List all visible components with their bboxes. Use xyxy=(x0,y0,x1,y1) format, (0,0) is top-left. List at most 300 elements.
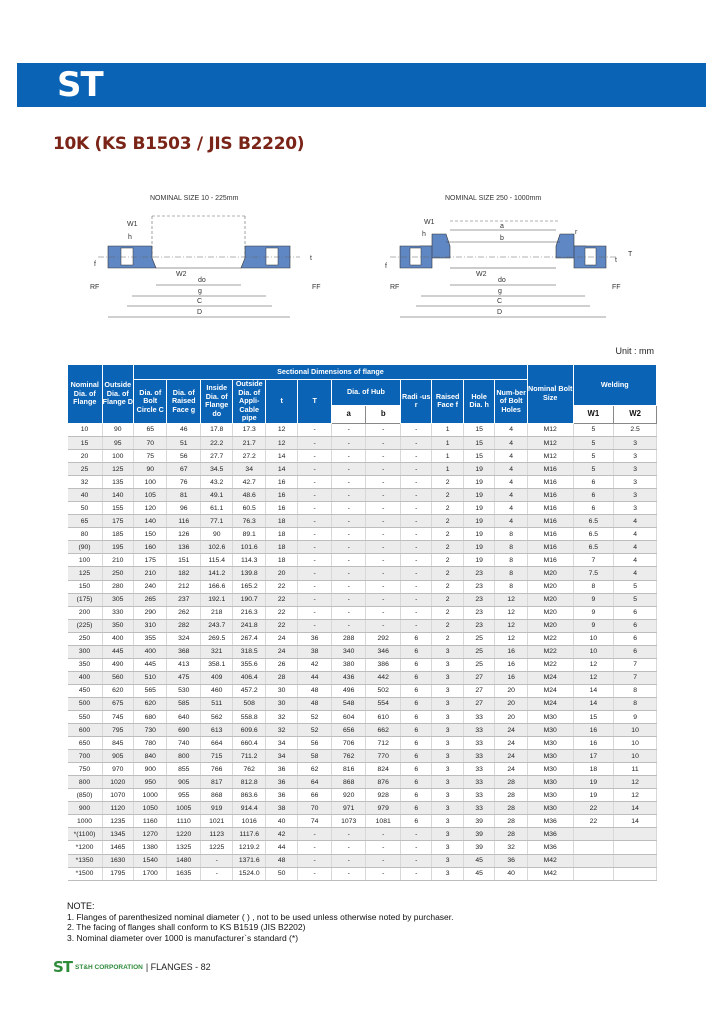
table-cell: 1123 xyxy=(200,828,232,841)
table-cell: 38 xyxy=(298,645,332,658)
table-cell: - xyxy=(331,541,366,554)
table-cell: - xyxy=(400,450,431,463)
table-cell: 76 xyxy=(167,476,201,489)
table-cell: 34 xyxy=(265,737,297,750)
table-cell: 28 xyxy=(495,776,528,789)
table-cell: 2 xyxy=(432,476,463,489)
table-cell: 40 xyxy=(265,815,297,828)
footer-page: | FLANGES - 82 xyxy=(145,962,211,972)
table-cell: - xyxy=(331,854,366,867)
table-cell: 795 xyxy=(102,724,133,737)
table-cell: 1021 xyxy=(200,815,232,828)
notes-title: NOTE: xyxy=(67,901,95,911)
table-cell: 19 xyxy=(463,528,494,541)
table-cell: M30 xyxy=(527,763,573,776)
table-cell: 18 xyxy=(265,541,297,554)
table-cell: - xyxy=(366,580,401,593)
table-cell: 90 xyxy=(200,528,232,541)
table-cell: 10 xyxy=(573,632,614,645)
table-cell: - xyxy=(366,828,401,841)
table-cell: M16 xyxy=(527,489,573,502)
table-cell: 1050 xyxy=(133,802,167,815)
header-T: T xyxy=(298,380,332,424)
table-cell: - xyxy=(366,619,401,632)
table-cell: 318.5 xyxy=(233,645,265,658)
table-cell: - xyxy=(298,515,332,528)
footer-logo: ST xyxy=(53,958,73,976)
table-cell: 33 xyxy=(463,737,494,750)
table-cell: 45 xyxy=(463,854,494,867)
table-cell: 6.5 xyxy=(573,515,614,528)
table-cell: M22 xyxy=(527,658,573,671)
table-cell: 20 xyxy=(265,567,297,580)
table-cell: 9 xyxy=(573,593,614,606)
label-t-right: t xyxy=(615,257,617,264)
table-cell: 6 xyxy=(400,711,431,724)
table-cell: M22 xyxy=(527,632,573,645)
table-cell: 8 xyxy=(495,580,528,593)
label-w2-right: W2 xyxy=(476,271,487,278)
table-cell: 324 xyxy=(167,632,201,645)
table-cell: 139.8 xyxy=(233,567,265,580)
table-cell xyxy=(614,828,657,841)
table-cell: 490 xyxy=(102,658,133,671)
label-T: T xyxy=(628,251,633,258)
table-cell: - xyxy=(298,450,332,463)
table-cell: 33 xyxy=(463,776,494,789)
label-w2: W2 xyxy=(176,271,187,278)
right-flange-drawing xyxy=(385,219,633,317)
table-cell: 500 xyxy=(68,697,103,710)
table-cell: 955 xyxy=(167,789,201,802)
label-f: f xyxy=(94,261,96,268)
label-t: t xyxy=(310,255,312,262)
table-cell: 200 xyxy=(68,606,103,619)
table-cell: 780 xyxy=(133,737,167,750)
table-cell: 140 xyxy=(133,515,167,528)
table-cell: - xyxy=(331,515,366,528)
table-cell: 8 xyxy=(495,541,528,554)
table-cell: 16 xyxy=(573,737,614,750)
table-cell: 12 xyxy=(614,789,657,802)
table-cell: 100 xyxy=(68,554,103,567)
table-cell: 10 xyxy=(614,724,657,737)
table-cell: 4 xyxy=(495,437,528,450)
table-cell: 28 xyxy=(495,828,528,841)
table-cell: 76.3 xyxy=(233,515,265,528)
table-cell: 243.7 xyxy=(200,619,232,632)
table-cell: 120 xyxy=(133,502,167,515)
table-cell: 74 xyxy=(298,815,332,828)
table-cell: (90) xyxy=(68,541,103,554)
table-cell: 288 xyxy=(331,632,366,645)
table-row xyxy=(68,854,657,867)
table-cell: 16 xyxy=(265,476,297,489)
table-cell: - xyxy=(298,580,332,593)
table-cell: 1540 xyxy=(133,854,167,867)
table-cell: 28 xyxy=(265,671,297,684)
table-cell: 4 xyxy=(614,567,657,580)
table-cell: 3 xyxy=(432,854,463,867)
table-cell: 27 xyxy=(463,697,494,710)
table-cell: M36 xyxy=(527,815,573,828)
table-cell: 136 xyxy=(167,541,201,554)
table-cell: 9 xyxy=(573,606,614,619)
table-cell: 14 xyxy=(573,684,614,697)
table-cell: 116 xyxy=(167,515,201,528)
table-cell: 310 xyxy=(133,619,167,632)
table-cell: - xyxy=(366,476,401,489)
table-cell: 368 xyxy=(167,645,201,658)
table-cell: 400 xyxy=(133,645,167,658)
table-cell: 166.6 xyxy=(200,580,232,593)
table-cell: 330 xyxy=(102,606,133,619)
table-cell: 2 xyxy=(432,515,463,528)
table-cell: 24 xyxy=(495,763,528,776)
table-cell: 33 xyxy=(463,724,494,737)
table-cell: 840 xyxy=(133,750,167,763)
table-cell: 22 xyxy=(265,593,297,606)
table-cell: 609.6 xyxy=(233,724,265,737)
table-row xyxy=(68,632,657,645)
table-cell: 25 xyxy=(463,645,494,658)
table-cell: 18 xyxy=(265,528,297,541)
table-cell: 6 xyxy=(573,489,614,502)
table-cell: - xyxy=(331,463,366,476)
label-r: r xyxy=(575,229,578,236)
table-cell: 1325 xyxy=(167,841,201,854)
right-diagram-caption: NOMINAL SIZE 250 - 1000mm xyxy=(445,195,542,202)
table-cell: - xyxy=(366,450,401,463)
table-cell: 305 xyxy=(102,593,133,606)
table-cell: - xyxy=(366,437,401,450)
table-cell: 39 xyxy=(463,815,494,828)
table-cell: 1 xyxy=(432,437,463,450)
table-cell: - xyxy=(298,593,332,606)
table-cell: 70 xyxy=(298,802,332,815)
table-cell: 5 xyxy=(614,593,657,606)
table-cell: - xyxy=(298,606,332,619)
table-cell: 1219.2 xyxy=(233,841,265,854)
table-cell: 2 xyxy=(432,632,463,645)
table-row xyxy=(68,684,657,697)
table-cell: - xyxy=(400,502,431,515)
table-cell: 350 xyxy=(68,658,103,671)
table-cell: 45 xyxy=(463,867,494,880)
table-cell: - xyxy=(400,423,431,436)
table-cell: - xyxy=(331,450,366,463)
table-cell: M42 xyxy=(527,867,573,880)
table-cell: 12 xyxy=(573,671,614,684)
table-cell: 1000 xyxy=(133,789,167,802)
table-cell: - xyxy=(298,437,332,450)
table-cell: 175 xyxy=(102,515,133,528)
table-cell: 241.8 xyxy=(233,619,265,632)
table-cell: - xyxy=(298,528,332,541)
table-cell: M16 xyxy=(527,502,573,515)
table-cell: 18 xyxy=(573,763,614,776)
table-cell: - xyxy=(200,854,232,867)
table-cell: 2 xyxy=(432,528,463,541)
table-cell: (225) xyxy=(68,619,103,632)
table-cell: 16 xyxy=(495,658,528,671)
table-cell: 6 xyxy=(400,724,431,737)
table-cell: 10 xyxy=(573,645,614,658)
table-cell: 81 xyxy=(167,489,201,502)
table-cell: 2 xyxy=(432,593,463,606)
table-cell: 3 xyxy=(432,711,463,724)
table-cell: 36 xyxy=(298,632,332,645)
table-cell: 1081 xyxy=(366,815,401,828)
table-cell: 70 xyxy=(133,437,167,450)
table-cell: 27 xyxy=(463,671,494,684)
table-cell: 39 xyxy=(463,828,494,841)
table-cell: 8 xyxy=(495,567,528,580)
table-cell: 409 xyxy=(200,671,232,684)
header-w1: W1 xyxy=(573,405,614,423)
table-row xyxy=(68,476,657,489)
table-cell: 48 xyxy=(298,684,332,697)
table-cell: 42 xyxy=(298,658,332,671)
table-cell: - xyxy=(400,828,431,841)
table-cell: 14 xyxy=(265,450,297,463)
table-cell: 1070 xyxy=(102,789,133,802)
table-cell: 77.1 xyxy=(200,515,232,528)
table-cell: 6 xyxy=(400,763,431,776)
table-cell: 44 xyxy=(265,841,297,854)
table-cell: 22 xyxy=(265,606,297,619)
table-cell: 762 xyxy=(331,750,366,763)
table-cell: 400 xyxy=(102,632,133,645)
table-cell: 610 xyxy=(366,711,401,724)
table-cell: 12 xyxy=(573,658,614,671)
table-cell: 19 xyxy=(463,476,494,489)
table-cell: 650 xyxy=(68,737,103,750)
table-cell: 1 xyxy=(432,450,463,463)
header-outside-cable: Outside Dia. of Appli-Cable pipe xyxy=(233,380,265,424)
table-cell: 22 xyxy=(573,802,614,815)
table-cell: 1635 xyxy=(167,867,201,880)
label-g: g xyxy=(198,288,202,295)
table-cell: 321 xyxy=(200,645,232,658)
table-cell: 3 xyxy=(432,658,463,671)
table-cell: 6 xyxy=(573,502,614,515)
table-cell: 300 xyxy=(68,645,103,658)
table-cell: 7 xyxy=(614,671,657,684)
table-row xyxy=(68,528,657,541)
table-cell: - xyxy=(331,606,366,619)
table-cell: 12 xyxy=(614,776,657,789)
table-cell: - xyxy=(331,476,366,489)
table-cell: 115.4 xyxy=(200,554,232,567)
table-cell: 6 xyxy=(400,815,431,828)
table-cell: 2 xyxy=(432,606,463,619)
table-cell: 42 xyxy=(265,828,297,841)
table-cell: 550 xyxy=(68,711,103,724)
table-cell: - xyxy=(298,567,332,580)
table-cell: 14 xyxy=(614,802,657,815)
flange-dimension-table xyxy=(67,364,657,881)
table-cell: 23 xyxy=(463,593,494,606)
label-c: C xyxy=(197,298,203,305)
table-cell: 36 xyxy=(265,763,297,776)
table-cell: 36 xyxy=(265,789,297,802)
table-cell: 4 xyxy=(614,515,657,528)
table-cell: 8 xyxy=(614,684,657,697)
table-cell: 26 xyxy=(265,658,297,671)
table-cell: 1005 xyxy=(167,802,201,815)
table-cell: 905 xyxy=(102,750,133,763)
table-cell: - xyxy=(400,854,431,867)
table-cell: 2 xyxy=(432,567,463,580)
table-cell: 48 xyxy=(298,697,332,710)
table-row xyxy=(68,450,657,463)
table-cell: 22 xyxy=(573,815,614,828)
table-cell: 1120 xyxy=(102,802,133,815)
table-cell: 40 xyxy=(68,489,103,502)
table-cell: 700 xyxy=(68,750,103,763)
flange-diagrams xyxy=(80,186,650,326)
table-cell: 24 xyxy=(495,737,528,750)
table-cell: 1000 xyxy=(68,815,103,828)
table-cell: 51 xyxy=(167,437,201,450)
header-sectional: Sectional Dimensions of flange xyxy=(133,365,527,380)
table-cell xyxy=(573,867,614,880)
table-cell: 25 xyxy=(463,658,494,671)
table-cell: 548 xyxy=(331,697,366,710)
table-cell: 34 xyxy=(233,463,265,476)
table-row xyxy=(68,515,657,528)
table-cell: 496 xyxy=(331,684,366,697)
table-cell: 620 xyxy=(102,684,133,697)
table-cell: 28 xyxy=(495,789,528,802)
footer xyxy=(53,958,211,976)
label-f-right: f xyxy=(385,263,387,270)
table-cell: 4 xyxy=(495,450,528,463)
table-cell: 711.2 xyxy=(233,750,265,763)
table-cell: 33 xyxy=(463,802,494,815)
table-cell: 140 xyxy=(102,489,133,502)
table-cell: 15 xyxy=(463,450,494,463)
table-cell: 3 xyxy=(614,502,657,515)
table-cell: 10 xyxy=(68,423,103,436)
header-welding: Welding xyxy=(573,365,656,406)
table-cell: 6 xyxy=(614,619,657,632)
table-cell: 6 xyxy=(614,606,657,619)
table-cell: 715 xyxy=(200,750,232,763)
table-cell: - xyxy=(400,867,431,880)
table-cell: 3 xyxy=(432,763,463,776)
table-row xyxy=(68,763,657,776)
table-row xyxy=(68,502,657,515)
table-cell: 237 xyxy=(167,593,201,606)
header-raised-face: Raised Face f xyxy=(432,380,463,424)
table-cell: 511 xyxy=(200,697,232,710)
table-cell: 6.5 xyxy=(573,541,614,554)
table-row xyxy=(68,658,657,671)
table-cell: M20 xyxy=(527,567,573,580)
table-cell: 95 xyxy=(102,437,133,450)
table-cell: 3 xyxy=(614,437,657,450)
table-cell: 2 xyxy=(432,580,463,593)
table-cell: 766 xyxy=(200,763,232,776)
table-cell: 979 xyxy=(366,802,401,815)
table-cell: 6 xyxy=(400,737,431,750)
table-cell: 660.4 xyxy=(233,737,265,750)
table-cell: 19 xyxy=(463,554,494,567)
table-cell: - xyxy=(366,541,401,554)
table-cell: 218 xyxy=(200,606,232,619)
table-cell: 15 xyxy=(68,437,103,450)
table-cell: 662 xyxy=(366,724,401,737)
table-cell: M24 xyxy=(527,684,573,697)
table-cell: - xyxy=(400,463,431,476)
table-cell: 1220 xyxy=(167,828,201,841)
table-cell: 4 xyxy=(495,489,528,502)
table-cell: 22.2 xyxy=(200,437,232,450)
table-cell: M16 xyxy=(527,554,573,567)
table-cell: - xyxy=(400,580,431,593)
table-cell: - xyxy=(366,593,401,606)
table-cell: 900 xyxy=(68,802,103,815)
table-cell: 240 xyxy=(133,580,167,593)
table-cell: 33 xyxy=(463,750,494,763)
table-cell: 125 xyxy=(68,567,103,580)
table-cell: 675 xyxy=(102,697,133,710)
table-cell: (850) xyxy=(68,789,103,802)
table-cell: 42.7 xyxy=(233,476,265,489)
table-row xyxy=(68,867,657,880)
table-cell: 185 xyxy=(102,528,133,541)
table-cell: 4 xyxy=(495,476,528,489)
table-cell: 1465 xyxy=(102,841,133,854)
table-cell: 3 xyxy=(432,724,463,737)
table-cell: 27.7 xyxy=(200,450,232,463)
table-cell: 4 xyxy=(495,463,528,476)
table-cell: 216.3 xyxy=(233,606,265,619)
table-cell: - xyxy=(298,867,332,880)
table-cell: 3 xyxy=(614,463,657,476)
table-cell: 1235 xyxy=(102,815,133,828)
table-cell: 24 xyxy=(265,632,297,645)
table-row xyxy=(68,828,657,841)
table-cell: 43.2 xyxy=(200,476,232,489)
table-cell: 28 xyxy=(495,815,528,828)
table-cell: 56 xyxy=(298,737,332,750)
table-cell: 212 xyxy=(167,580,201,593)
table-cell: 460 xyxy=(200,684,232,697)
table-cell: 150 xyxy=(68,580,103,593)
left-diagram-caption: NOMINAL SIZE 10 - 225mm xyxy=(150,195,239,202)
table-cell: 280 xyxy=(102,580,133,593)
table-cell: 19 xyxy=(463,489,494,502)
table-cell: 1 xyxy=(432,423,463,436)
table-cell: 135 xyxy=(102,476,133,489)
table-cell: 19 xyxy=(573,789,614,802)
table-cell: 100 xyxy=(102,450,133,463)
table-cell: 19 xyxy=(463,463,494,476)
table-cell: 22 xyxy=(265,580,297,593)
left-flange-drawing xyxy=(90,216,321,317)
label-a: a xyxy=(500,223,504,230)
table-row xyxy=(68,541,657,554)
table-cell: 36 xyxy=(265,776,297,789)
table-cell: - xyxy=(331,828,366,841)
table-cell: 2.5 xyxy=(614,423,657,436)
table-cell: 17 xyxy=(573,750,614,763)
table-cell: 32 xyxy=(265,724,297,737)
header-hole: Hole Dia. h xyxy=(463,380,494,424)
